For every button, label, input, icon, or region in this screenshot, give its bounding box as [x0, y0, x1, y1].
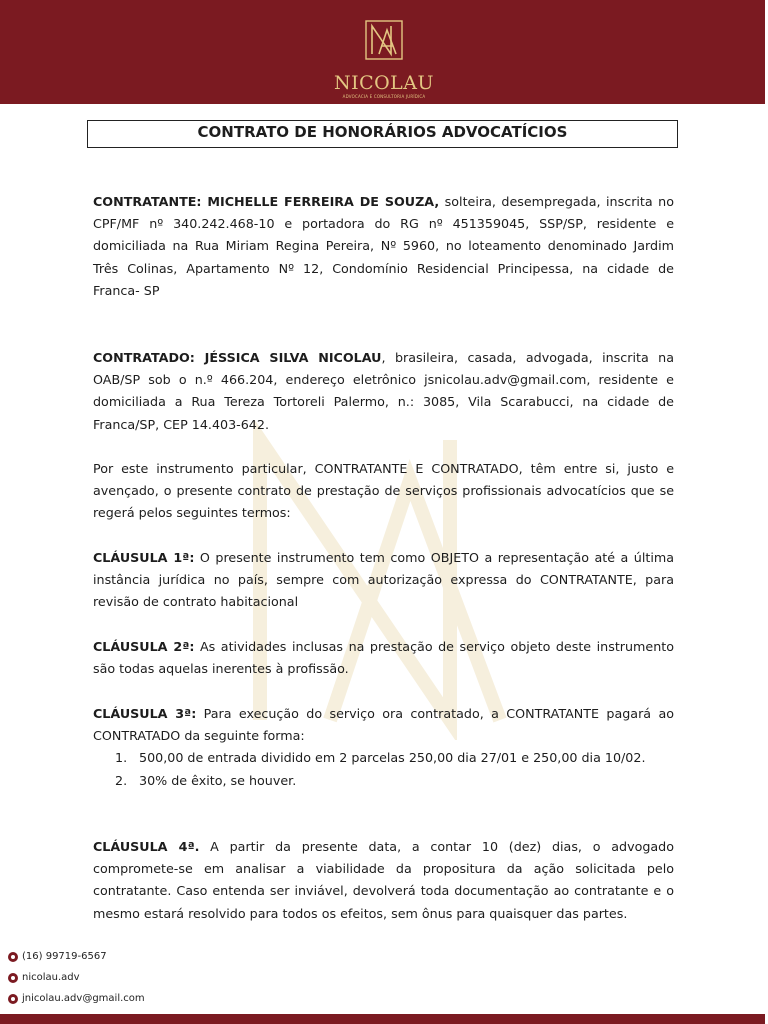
list-item	[93, 769, 674, 792]
clausula-3-label: CLÁUSULA 3ª:	[93, 706, 197, 721]
list-item-number: 2.	[115, 773, 128, 788]
contact-phone	[8, 946, 208, 967]
document-title: CONTRATO DE HONORÁRIOS ADVOCATÍCIOS	[87, 120, 678, 148]
contratante-text: solteira, desempregada, inscrita no CPF/MF nº 340.242.468-10 e portadora do RG nº 451359045, SSP/SP, residente e domiciliada na Rua Miriam Regina Pereira, Nº 5960, no loteamento denominado Jardim Três Colinas, Apartamento Nº 12, Condomínio Residencial Principessa, na cidade de Franca- SP	[93, 194, 674, 298]
clausula-1-label: CLÁUSULA 1ª:	[93, 550, 195, 565]
email-text: jnicolau.adv@gmail.com	[22, 993, 145, 1004]
instagram-text: nicolau.adv	[22, 972, 80, 983]
clausula-2-label: CLÁUSULA 2ª:	[93, 639, 195, 654]
clausula-3-text: Para execução do serviço ora contratado, a CONTRATANTE pagará ao CONTRATADO da seguinte forma:	[93, 706, 674, 744]
contratado-label: CONTRATADO: JÉSSICA SILVA NICOLAU	[93, 350, 382, 365]
nicolau-logo	[318, 16, 450, 99]
whatsapp-icon	[8, 952, 18, 962]
intro-text: Por este instrumento particular, CONTRATANTE E CONTRATADO, têm entre si, justo e avençado, o presente contrato de prestação de serviços profissionais advocatícios que se regerá pelos seguintes termos:	[93, 461, 674, 521]
clausula-2-text: As atividades inclusas na prestação de serviço objeto deste instrumento são todas aquelas inerentes à profissão.	[93, 639, 675, 677]
footer-bar	[0, 1014, 765, 1024]
clausula-4	[93, 836, 674, 925]
contratante-paragraph	[93, 191, 674, 302]
clausula-1-text: O presente instrumento tem como OBJETO a representação até a última instância jurídica no país, sempre com autorização expressa do CONTRATANTE, para revisão de contrato habitacional	[93, 550, 675, 610]
contratante-label: CONTRATANTE: MICHELLE FERREIRA DE SOUZA,	[93, 194, 440, 209]
monogram-icon	[365, 20, 403, 60]
payment-list	[93, 746, 674, 792]
clausula-2	[93, 636, 674, 680]
email-icon	[8, 994, 18, 1004]
brand-tagline: ADVOCACIA E CONSULTORIA JURÍDICA	[342, 94, 426, 99]
clausula-1	[93, 547, 674, 614]
brand-name: NICOLAU	[333, 72, 435, 94]
contratado-paragraph	[93, 347, 674, 436]
clausula-3	[93, 703, 674, 747]
instagram-icon	[8, 973, 18, 983]
list-item-number: 1.	[115, 750, 128, 765]
clausula-4-label: CLÁUSULA 4ª.	[93, 839, 200, 854]
list-item-text: 30% de êxito, se houver.	[139, 773, 297, 788]
phone-text: (16) 99719-6567	[22, 951, 107, 962]
letterhead-banner	[0, 0, 765, 104]
contact-list	[8, 946, 208, 1009]
clausula-4-text: A partir da presente data, a contar 10 (dez) dias, o advogado compromete-se em analisar a viabilidade da propositura da ação solicitada pelo contratante. Caso entenda ser inviável, devolverá toda documentação ao contratante e o mesmo estará resolvido para todos os efeitos, sem ônus para quaisquer das partes.	[93, 839, 674, 921]
contact-instagram	[8, 967, 208, 988]
contact-email	[8, 988, 208, 1009]
intro-paragraph	[93, 458, 674, 525]
list-item-text: 500,00 de entrada dividido em 2 parcelas 250,00 dia 27/01 e 250,00 dia 10/02.	[139, 750, 646, 765]
contratado-text: , brasileira, casada, advogada, inscrita na OAB/SP sob o n.º 466.204, endereço eletrônico jsnicolau.adv@gmail.com, residente e domiciliada a Rua Tereza Tortoreli Palermo, n.: 3085, Vila Scarabucci, na cidade de Franca/SP, CEP 14.403-642.	[93, 350, 674, 432]
list-item	[93, 746, 674, 769]
